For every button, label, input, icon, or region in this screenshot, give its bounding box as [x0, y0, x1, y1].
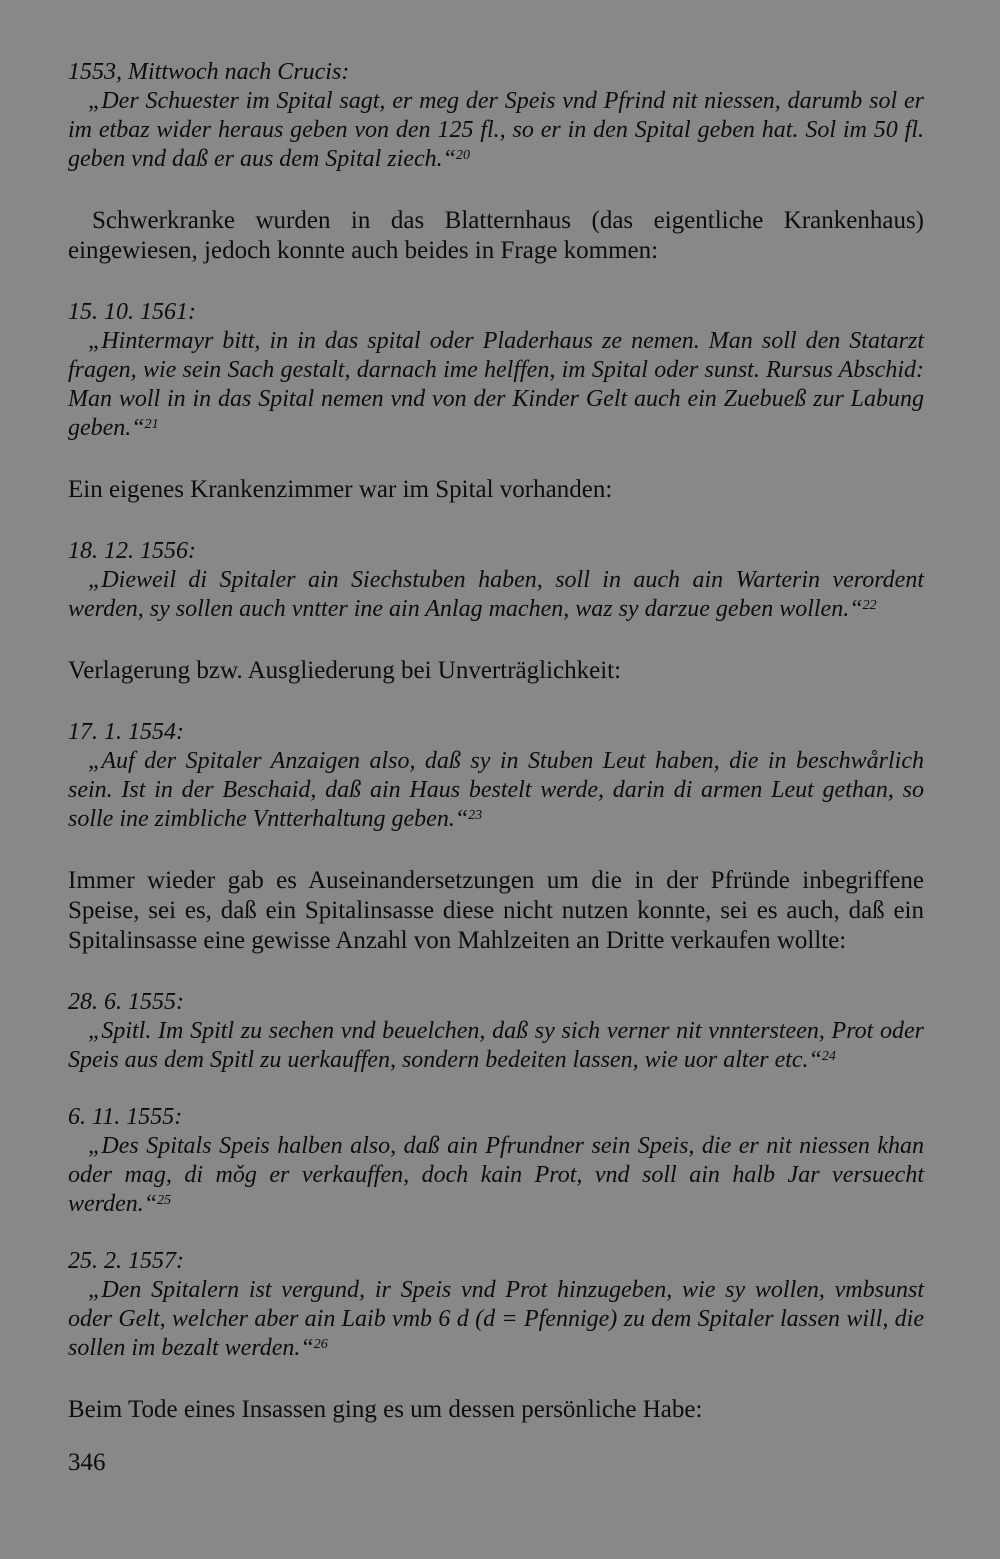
body-paragraph: Beim Tode eines Insassen ging es um dessen persönliche Habe:	[68, 1396, 703, 1423]
footnote-ref: 20	[455, 148, 470, 163]
body-paragraph: Schwerkranke wurden in das Blatternhaus (das eigentliche Krankenhaus) eingewiesen, jedoch konnte auch beides in Frage kommen:	[68, 207, 924, 264]
archival-quote	[68, 327, 924, 443]
footnote-ref: 25	[157, 1193, 172, 1208]
entry-date: 17. 1. 1554:	[68, 719, 184, 745]
body-paragraph: Ein eigenes Krankenzimmer war im Spital vorhanden:	[68, 476, 613, 503]
entry-date: 18. 12. 1556:	[68, 538, 196, 564]
quote-text: „Hintermayr bitt, in in das spital oder Pladerhaus ze nemen. Man soll den Statarzt fragen, wie sein Sach gestalt, darnach ime helffen, im Spital oder sunst. Rursus Abschid: Man woll in in das Spital nemen vnd von der Kinder Gelt auch ein Zuebueß zur Labung geben.“	[68, 328, 924, 441]
entry-date: 1553, Mittwoch nach Crucis:	[68, 59, 350, 85]
page-number: 346	[68, 1449, 106, 1476]
quote-text: „Spitl. Im Spitl zu sechen vnd beuelchen, daß sy sich verner nit vnntersteen, Prot oder Speis aus dem Spitl zu uerkauffen, sondern bedeiten lassen, wie uor alter etc.“	[68, 1018, 924, 1073]
footnote-ref: 22	[862, 598, 877, 613]
footnote-ref: 24	[821, 1049, 836, 1064]
quote-text: „Dieweil di Spitaler ain Siechstuben haben, soll in auch ain Warterin verordent werden, sy sollen auch vntter ine ain Anlag machen, waz sy darzue geben wollen.“	[68, 567, 924, 622]
archival-quote	[68, 566, 924, 624]
quote-text: „Des Spitals Speis halben also, daß ain Pfrundner sein Speis, die er nit niessen khan oder mag, di mǒg er verkauffen, doch kain Prot, vnd soll ain halb Jar versuecht werden.“	[68, 1133, 924, 1217]
body-paragraph: Immer wieder gab es Auseinandersetzungen um die in der Pfründe inbegriffene Speise, sei es, daß ein Spitalinsasse diese nicht nutzen konnte, sei es auch, daß ein Spitalinsasse eine gewisse Anzahl von Mahlzeiten an Dritte verkaufen wollte:	[68, 867, 924, 954]
entry-date: 15. 10. 1561:	[68, 299, 196, 325]
entry-date: 6. 11. 1555:	[68, 1104, 183, 1130]
entry-date: 28. 6. 1555:	[68, 989, 184, 1015]
body-paragraph: Verlagerung bzw. Ausgliederung bei Unverträglichkeit:	[68, 657, 622, 684]
footnote-ref: 26	[313, 1337, 328, 1352]
archival-quote	[68, 1017, 924, 1075]
archival-quote	[68, 747, 924, 834]
quote-text: „Der Schuester im Spital sagt, er meg der Speis vnd Pfrind nit niessen, darumb sol er im etbaz wider heraus geben von den 125 fl., so er in den Spital geben hat. Sol im 50 fl. geben vnd daß er aus dem Spital ziech.“	[68, 88, 924, 172]
quote-text: „Auf der Spitaler Anzaigen also, daß sy in Stuben Leut haben, die in beschwårlich sein. Ist in der Beschaid, daß ain Haus bestelt werde, darin di armen Leut gethan, so solle ine zimbliche Vntterhaltung geben.“	[68, 748, 924, 832]
entry-date: 25. 2. 1557:	[68, 1248, 184, 1274]
archival-quote	[68, 1276, 924, 1363]
page-content	[68, 58, 924, 1425]
archival-quote	[68, 87, 924, 174]
footnote-ref: 23	[468, 808, 483, 823]
quote-text: „Den Spitalern ist vergund, ir Speis vnd Prot hinzugeben, wie sy wollen, vmbsunst oder Gelt, welcher aber ain Laib vmb 6 d (d = Pfennige) zu dem Spitaler lassen will, die sollen im bezalt werden.“	[68, 1277, 924, 1361]
archival-quote	[68, 1132, 924, 1219]
footnote-ref: 21	[144, 417, 159, 432]
